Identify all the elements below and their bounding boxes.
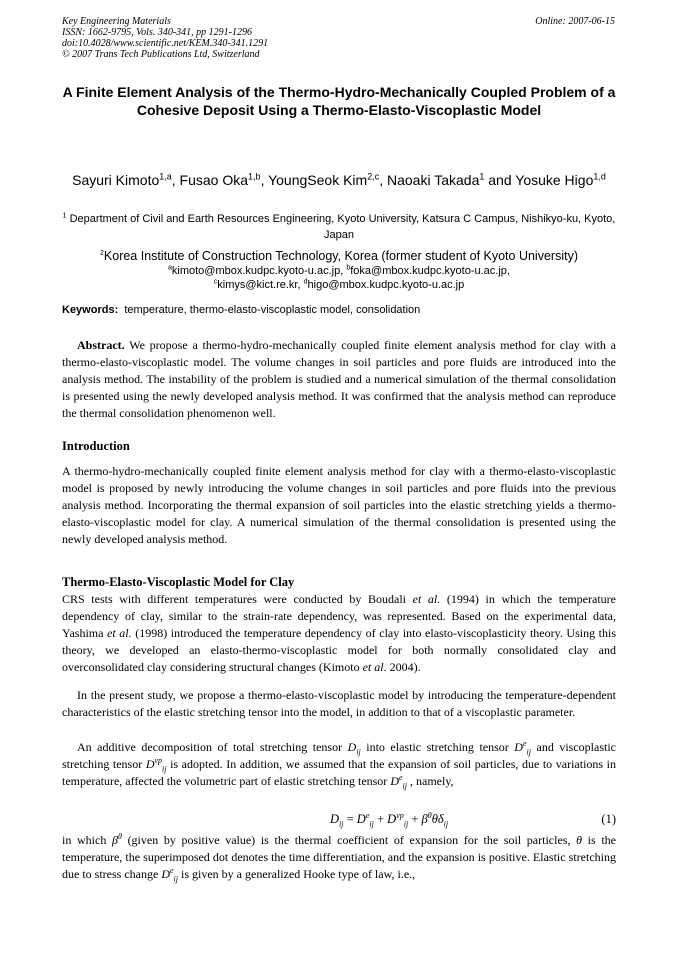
symbol-D-vp-ij: $D^{vp}_{ij}$ bbox=[145, 756, 167, 774]
abstract-label: Abstract. bbox=[77, 338, 125, 352]
model-section-heading: Thermo-Elasto-Viscoplastic Model for Clay bbox=[62, 575, 295, 589]
email-sup: c bbox=[213, 278, 218, 286]
paragraph-text: CRS tests with different temperatures were conducted by Boudali bbox=[62, 592, 413, 606]
email-separator: , bbox=[340, 265, 347, 277]
symbol-D-e-ij: $D^e_{ij}$ bbox=[514, 739, 531, 757]
equation-body: $D_{ij} = D^e_{ij} + D^{vp}_{ij}$ + $\beta^\theta\thetȧ\delta_{ij}$ bbox=[330, 810, 449, 829]
et-al: et al bbox=[362, 660, 384, 674]
email-line bbox=[62, 278, 616, 292]
journal-name: Key Engineering Materials bbox=[62, 16, 171, 27]
symbol-D-e-ij: $D^e_{ij}$ bbox=[390, 773, 407, 791]
symbol-theta: θ bbox=[576, 833, 583, 847]
author-list bbox=[62, 171, 616, 190]
email-separator: , bbox=[297, 279, 304, 291]
affiliation-sup: 1 bbox=[62, 212, 67, 220]
equation-1 bbox=[62, 810, 616, 832]
model-paragraph-4 bbox=[62, 832, 616, 883]
et-al: et al. bbox=[107, 626, 132, 640]
introduction-heading: Introduction bbox=[62, 439, 130, 453]
author-sup: 1,b bbox=[248, 171, 261, 182]
issn-line: ISSN: 1662-9795, Vols. 340-341, pp 1291-1296 bbox=[62, 27, 252, 38]
email-link[interactable]: kimys@kict.re.kr bbox=[217, 279, 298, 291]
introduction-paragraph: A thermo-hydro-mechanically coupled finite element analysis method for clay with a thermo-elasto-viscoplastic model is proposed by newly introducing the volume changes in soil particles and pore fluids into the previous analysis method. Incorporating the thermal expansion of soil particles into the elastic stretching yields a thermo-elasto-viscoplastic model for clay. A numerical simulation of the thermal consolidation is presented using the newly developed analysis method. bbox=[62, 464, 616, 546]
model-paragraph-3 bbox=[62, 739, 616, 790]
et-al: et al. bbox=[412, 592, 441, 606]
affiliation-2 bbox=[62, 249, 616, 264]
paragraph-text: is the temperature, the superimposed dot denotes the time differentiation, and the expansion is positive. Elastic stretching due to stress change bbox=[62, 833, 616, 881]
author-sup: 1 bbox=[479, 171, 485, 182]
doi-line: doi:10.4028/www.scientific.net/KEM.340-341.1291 bbox=[62, 38, 269, 49]
online-date: Online: 2007-06-15 bbox=[535, 16, 615, 27]
paragraph-text: (1994) in which the temperature dependency of clay, similar to the strain-rate dependency, was represented. Based on the experimental data, Yashima bbox=[62, 592, 616, 640]
paragraph-text: in which bbox=[62, 833, 112, 847]
keywords-text: temperature, thermo-elasto-viscoplastic model, consolidation bbox=[124, 304, 421, 316]
paper-title: A Finite Element Analysis of the Thermo-Hydro-Mechanically Coupled Problem of a Cohesive Deposit Using a Thermo-Elasto-Viscoplastic Model bbox=[62, 84, 616, 118]
equation-number: (1) bbox=[601, 812, 616, 826]
author-sup: 1,d bbox=[593, 171, 606, 182]
paragraph-text: . 2004). bbox=[383, 660, 421, 674]
paragraph-text: into elastic stretching tensor bbox=[360, 740, 515, 754]
affiliation-text: Department of Civil and Earth Resources Engineering, Kyoto University, Katsura C Campus, Nishikyo-ku, Kyoto, Japan bbox=[66, 213, 616, 241]
symbol-D-e-ij: $D^e_{ij}$ bbox=[161, 866, 178, 884]
author-sup: 1,a bbox=[159, 171, 172, 182]
email-sup: a bbox=[168, 264, 172, 272]
paragraph-text: is given by a generalized Hooke type of law, i.e., bbox=[178, 867, 416, 881]
author-name: Sayuri Kimoto bbox=[72, 172, 160, 188]
paragraph-text: (given by positive value) is the thermal coefficient of expansion for the soil particles, bbox=[121, 833, 577, 847]
abstract-text: We propose a thermo-hydro-mechanically coupled finite element analysis method for clay with a thermo-elasto-viscoplastic model. The volume changes in soil particles and pore fluids are introduced into the analysis method. The instability of the problem is studied and a numerical simulation of the thermal consolidation is presented using the newly developed analysis method. It was confirmed that the analysis method can reproduce the thermal consolidation phenomenon well. bbox=[62, 338, 616, 420]
email-line bbox=[62, 264, 616, 278]
email-link[interactable]: kimoto@mbox.kudpc.kyoto-u.ac.jp bbox=[171, 265, 341, 277]
paragraph-text: An additive decomposition of total stretching tensor bbox=[77, 740, 348, 754]
paragraph-text: (1998) introduced the temperature dependency of clay into elasto-viscoplasticity theory. Using this theory, we developed an elasto-thermo-viscoplastic model for both normally consolidated clay and overconsolidated clay considering structural changes (Kimoto bbox=[62, 626, 616, 674]
symbol-D-ij: $D_{ij}$ bbox=[347, 740, 361, 757]
author-name: , Fusao Oka bbox=[171, 172, 249, 188]
keywords-label: Keywords: bbox=[62, 304, 119, 316]
model-paragraph-2: In the present study, we propose a thermo-elasto-viscoplastic model by introducing the temperature-dependent characteristics of the elastic stretching tensor into the model, in addition to that of a viscoplastic parameter. bbox=[62, 688, 616, 719]
email-link[interactable]: foka@mbox.kudpc.kyoto-u.ac.jp, bbox=[350, 265, 510, 277]
affiliation-1 bbox=[62, 211, 616, 243]
affiliation-text: Korea Institute of Construction Technology, Korea (former student of Kyoto University) bbox=[103, 249, 578, 263]
paragraph-text: and viscoplastic stretching tensor bbox=[62, 740, 617, 771]
author-sup: 2,c bbox=[367, 171, 380, 182]
model-paragraph-1 bbox=[62, 591, 616, 676]
author-name: , YoungSeok Kim bbox=[260, 172, 368, 188]
author-emails bbox=[62, 264, 616, 292]
email-link[interactable]: higo@mbox.kudpc.kyoto-u.ac.jp bbox=[307, 279, 465, 291]
email-sup: d bbox=[303, 278, 308, 286]
paragraph-text: , namely, bbox=[407, 774, 454, 788]
symbol-beta-theta: $\beta^\theta$ bbox=[111, 832, 122, 847]
journal-header bbox=[62, 16, 268, 60]
email-sup: b bbox=[346, 264, 351, 272]
copyright-line: © 2007 Trans Tech Publications Ltd, Switzerland bbox=[62, 49, 260, 60]
abstract bbox=[62, 337, 616, 422]
paragraph-text: is adopted. In addition, we assumed that the expansion of soil particles, due to variations in temperature, affected the volumetric part of elastic stretching tensor bbox=[62, 757, 616, 788]
author-name: and Yosuke Higo bbox=[484, 172, 594, 188]
keywords bbox=[62, 303, 420, 317]
affiliation-sup: 2 bbox=[100, 249, 104, 257]
author-name: , Naoaki Takada bbox=[379, 172, 480, 188]
